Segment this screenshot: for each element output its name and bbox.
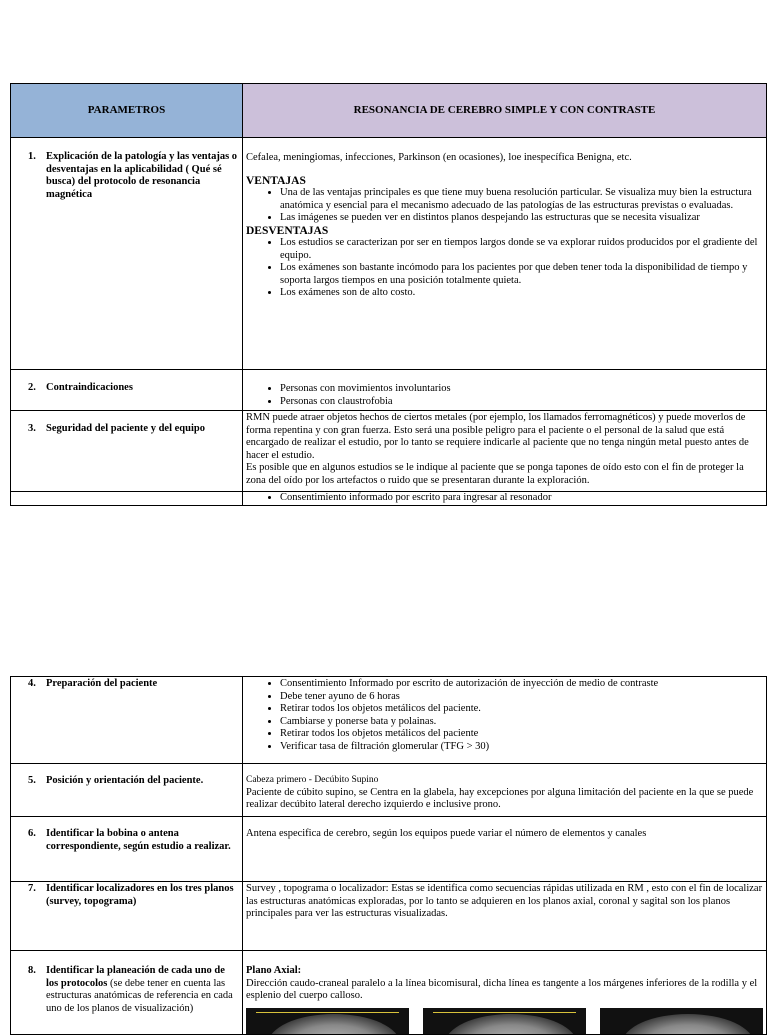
list-item: • Debe tener ayuno de 6 horas <box>280 691 763 704</box>
plane-axial-text: Dirección caudo-craneal paralelo a la línea bicomisural, dicha línea es tangente a los márgenes inferiores de la rodilla y el esplenio del cuerpo calloso. <box>246 977 758 1001</box>
list-item: • Una de las ventajas principales es que tiene muy buena resolución particular. Se visualiza muy bien la estructura anatómica y esencial para el mecanismo adecuado de las patologías de las estructuras previstas o evaluadas. <box>280 187 763 212</box>
ventajas-list <box>246 187 763 225</box>
list-item: • Consentimiento Informado por escrito de autorización de inyección de medio de contraste <box>280 678 763 691</box>
protocol-table-2 <box>10 676 767 1035</box>
ventajas-heading: VENTAJAS <box>246 174 306 187</box>
list-item: • Los estudios se caracterizan por ser en tiempos largos donde se va explorar ruidos producidos por el gradiente del equipo. <box>280 237 763 262</box>
header-parametros: PARAMETROS <box>11 84 243 138</box>
param-cell-5: 5. Posición y orientación del paciente. <box>11 764 243 817</box>
content-cell-4 <box>243 677 767 764</box>
protocol-table-1 <box>10 83 767 506</box>
position-summary: Cabeza primero - Decúbito Supino <box>246 775 379 785</box>
param-cell-7: 7. Identificar localizadores en los tres planos (survey, topograma) <box>11 882 243 951</box>
param-label-2: Contraindicaciones <box>46 382 133 393</box>
content-cell-5 <box>243 764 767 817</box>
coil-text: Antena especifica de cerebro, según los equipos puede variar el número de elementos y canales <box>246 828 647 839</box>
list-item: • Cambiarse y ponerse bata y polainas. <box>280 716 763 729</box>
pathology-intro: Cefalea, meningiomas, infecciones, Parkinson (en ocasiones), loe inespecífica Benigna, etc. <box>246 152 632 163</box>
param-label-3: Seguridad del paciente y del equipo <box>46 423 205 434</box>
localizer-text: Survey , topograma o localizador: Estas se identifica como secuencias rápidas utilizada en RM , esto con el fin de localizar las estructuras anatómicas exploradas, por lo tanto se adquieren en los planos axial, coronal y sagital son los planos principales para ver las estructuras visualizadas. <box>246 883 763 919</box>
param-label-8-detail: (se debe tener en cuenta las estructuras anatómicas de referencia en cada uno de los planos de visualización) <box>46 977 233 1014</box>
header-resonancia: RESONANCIA DE CEREBRO SIMPLE Y CON CONTRASTE <box>243 84 767 138</box>
param-cell-6: 6. Identificar la bobina o antena correspondiente, según estudio a realizar. <box>11 817 243 882</box>
list-item: • Personas con movimientos involuntarios <box>280 383 763 396</box>
desventajas-list <box>246 237 763 300</box>
list-item: • Consentimiento informado por escrito para ingresar al resonador <box>280 492 763 505</box>
param-label-4: Preparación del paciente <box>46 678 158 689</box>
plane-axial-title: Plano Axial: <box>246 965 302 976</box>
param-label-6: Identificar la bobina o antena correspondiente, según estudio a realizar. <box>46 828 231 852</box>
safety-paragraph-1: RMN puede atraer objetos hechos de ciertos metales (por ejemplo, los llamados ferromagnéticos) y puede moverlos de forma repentina y con gran fuerza. Esto será una posible peligro para el paciente o el personal de la salud que está encargado de realizar el estudio, por lo tanto se requiere indicarle al paciente que no tenga ningún metal puesto antes de hacer el estudio. <box>246 412 749 461</box>
list-item: • Los exámenes son bastante incómodo para los pacientes por que deben tener toda la disponibilidad de tiempo y soporta largos tiempos en una posición totalmente quieta. <box>280 262 763 287</box>
position-text: Paciente de cúbito supino, se Centra en la glabela, hay excepciones por alguna limitación del paciente en la que se puede realizar decúbito lateral derecho izquierdo e inclusive prono. <box>246 786 754 810</box>
content-cell-6 <box>243 817 767 882</box>
safety-paragraph-2: Es posible que en algunos estudios se le indique al paciente que se ponga tapones de oído esto con el fin de proteger la zona del oído por los artefactos o ruido que se presentaran durante la exploración. <box>246 462 744 486</box>
preparation-list <box>246 678 763 753</box>
consent-list <box>246 492 763 505</box>
list-item: • Verificar tasa de filtración glomerular (TFG > 30) <box>280 741 763 754</box>
param-cell-3b <box>11 492 243 506</box>
param-label-7: Identificar localizadores en los tres planos (survey, topograma) <box>46 883 234 907</box>
content-cell-8 <box>243 951 767 1035</box>
param-cell-3: 3. Seguridad del paciente y del equipo <box>11 411 243 492</box>
content-cell-2 <box>243 370 767 411</box>
mri-axial-image-3 <box>600 1008 763 1034</box>
list-item: • Retirar todos los objetos metálicos del paciente <box>280 728 763 741</box>
param-cell-4: 4. Preparación del paciente <box>11 677 243 764</box>
content-cell-3 <box>243 411 767 492</box>
content-cell-7 <box>243 882 767 951</box>
param-cell-8: 8. Identificar la planeación de cada uno de los protocolos (se debe tener en cuenta las estructuras anatómicas de referencia en cada uno de los planos de visualización) <box>11 951 243 1035</box>
desventajas-heading: DESVENTAJAS <box>246 224 329 237</box>
mri-axial-image-2 <box>423 1008 586 1034</box>
param-label-5: Posición y orientación del paciente. <box>46 775 204 786</box>
content-cell-3b <box>243 492 767 506</box>
param-label-1: Explicación de la patología y las ventajas o desventajas en la aplicabilidad ( Qué sé busca) del protocolo de resonancia magnética <box>46 151 238 200</box>
mri-axial-image-1 <box>246 1008 409 1034</box>
contraindications-list <box>246 383 763 408</box>
param-cell-1: 1. Explicación de la patología y las ventajas o desventajas en la aplicabilidad ( Qué sé busca) del protocolo de resonancia magnética <box>11 138 243 370</box>
list-item: • Los exámenes son de alto costo. <box>280 287 763 300</box>
list-item: • Retirar todos los objetos metálicos del paciente. <box>280 703 763 716</box>
list-item: • Personas con claustrofobia <box>280 396 763 409</box>
mri-image-row <box>246 1008 763 1034</box>
content-cell-1 <box>243 138 767 370</box>
list-item: • Las imágenes se pueden ver en distintos planos despejando las estructuras que se necesita visualizar <box>280 212 763 225</box>
param-label-8: Identificar la planeación de cada uno de los protocolos <box>46 965 225 989</box>
param-cell-2: 2. Contraindicaciones <box>11 370 243 411</box>
